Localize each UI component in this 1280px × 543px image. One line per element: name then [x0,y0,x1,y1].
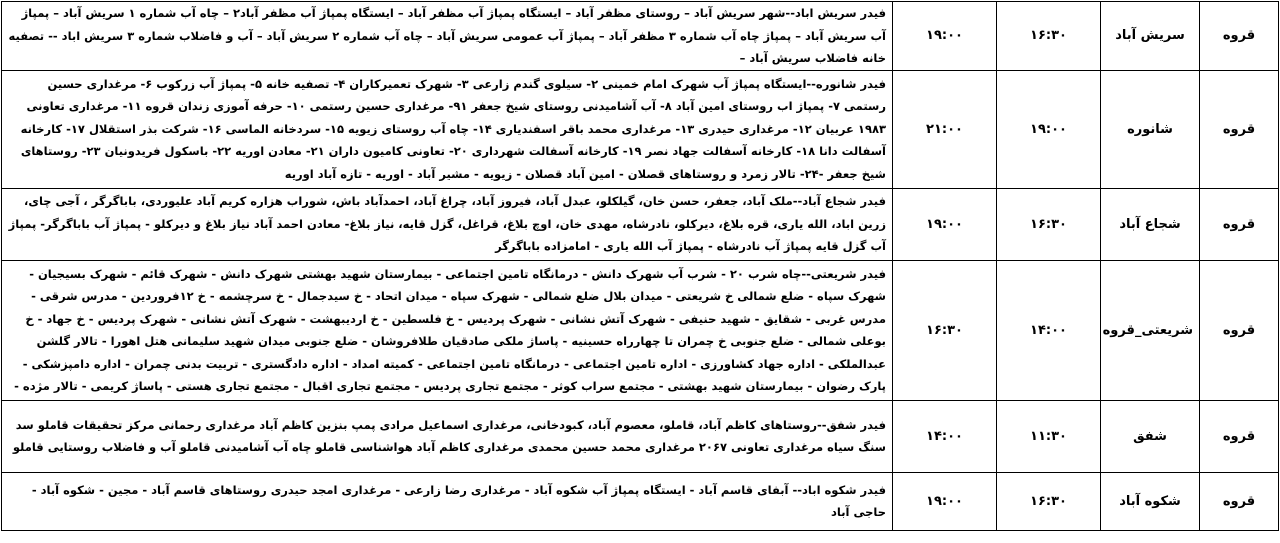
feeder-cell: شفق [1101,400,1200,472]
start-time-cell: ۱۴:۰۰ [997,260,1101,400]
city-cell: قروه [1200,70,1279,188]
areas-cell: فیدر شریعتی--چاه شرب ۲۰ - شرب آب شهرک دانش - درمانگاه تامین اجتماعی - بیمارستان شهید بهشتی شهرک دانش - شهرک قائم - شهرک بسیجیان - شهرک سپاه - ضلع شمالی خ شریعتی - میدان بلال ضلع شمالی - شهرک سپاه - میدان اتحاد - خ سیدجمال - خ سرچشمه - خ ۱۲فروردین - مدرس شرقی - مدرس غربی - شقایق - شهید حنیفی - شهرک آتش نشانی - شهرک پردیس - خ فلسطین - خ اردیبهشت - شهرک آتش نشانی - شهرک پردیس - خ جهاد - خ بوعلی شمالی - ضلع جنوبی خ چمران تا چهارراه حسینیه - پاساژ ملکی صادقیان طلافروشان - ضلع جنوبی میدان شهید سلیمانی هتل اهورا - تالار گلشن عبدالملکی - اداره جهاد کشاورزی - اداره تامین اجتماعی - درمانگاه تامین اجتماعی - کمیته امداد - اداره دادگستری - تربیت بدنی چمران - اداره دامپزشکی - پارک رضوان - بیمارستان شهید بهشتی - مجتمع سراب کوثر - مجتمع تجاری پردیس - مجتمع تجاری اقبال - مجتمع تجاری هستی - پاساژ کریمی - تالار مژده - [2,260,893,400]
areas-cell: فیدر شکوه اباد-- آبفای قاسم آباد - ایستگاه پمپاژ آب شکوه آباد - مرغداری رضا زارعی - مرغداری امجد حیدری روستاهای قاسم آباد - مجین - شکوه آباد - حاجی آباد [2,472,893,530]
table-row [2,70,1279,188]
end-time-cell: ۱۹:۰۰ [893,2,997,71]
city-cell: قروه [1200,472,1279,530]
end-time-cell: ۱۹:۰۰ [893,472,997,530]
city-cell: قروه [1200,400,1279,472]
start-time-cell: ۱۱:۳۰ [997,400,1101,472]
city-cell: قروه [1200,260,1279,400]
table-row [2,188,1279,260]
start-time-cell: ۱۹:۰۰ [997,70,1101,188]
table-row [2,400,1279,472]
start-time-cell: ۱۶:۳۰ [997,472,1101,530]
areas-cell: فیدر سریش اباد--شهر سریش آباد – روستای مظفر آباد – ایستگاه پمپاژ آب مظفر آباد – ایستگاه پمپاژ آب مظفر آباد۲ – چاه آب شماره ۱ سریش آباد – پمپاژ آب سریش آباد – پمپاژ چاه آب شماره ۳ مظفر آباد – پمپاژ آب عمومی سریش آباد – چاه آب شماره ۲ سریش آباد – آب و فاضلاب شماره ۳ سریش اباد -- تصفیه خانه فاضلاب سریش آباد – [2,2,893,71]
feeder-cell: سریش آباد [1101,2,1200,71]
city-cell: قروه [1200,2,1279,71]
table-row [2,260,1279,400]
end-time-cell: ۱۶:۳۰ [893,260,997,400]
areas-cell: فیدر شجاع آباد--ملک آباد، جعفر، حسن خان، گیلکلو، عبدل آباد، فیروز آباد، چراغ آباد، احمدآباد باش، شوراب هزاره کریم آباد علیوردی، باباگرگر ، آجی چای، زرین اباد، الله یاری، قره بلاغ، دیرکلو، نادرشاه، مهدی خان، اوچ بلاغ، قراغل، گزل قایه، نیاز بلاغ- معادن احمد آباد نیاز بلاغ و دیرکلو - پمپاژ آب باباگرگر- پمپاژ آب گزل قایه پمپاژ آب نادرشاه - پمپاژ آب الله یاری - امامزاده باباگرگر [2,188,893,260]
end-time-cell: ۱۹:۰۰ [893,188,997,260]
start-time-cell: ۱۶:۳۰ [997,2,1101,71]
areas-cell: فیدر شانوره--ایستگاه پمپاژ آب شهرک امام خمینی ۲- سیلوی گندم زارعی ۳- شهرک تعمیرکاران ۴- تصفیه خانه ۵- پمپاژ آب زرکوب ۶- مرغداری حسین رستمی ۷- پمپاژ اب روستای امین آباد ۸- آب آشامیدنی روستای شیخ جعفر ۹۱- مرغداری حسین رستمی ۱۰- حرفه آموزی زندان قروه ۱۱- مرغداری تعاونی ۱۹۸۳ عربیان ۱۲- مرغداری حیدری ۱۳- مرغداری محمد باقر اسفندیاری ۱۴- چاه آب روستای زیویه ۱۵- سردخانه الماسی ۱۶- شرکت بذر استقلال ۱۷- کارخانه آسفالت دانا ۱۸- کارخانه آسفالت جهاد نصر ۱۹- کارخانه آسفالت شهرداری ۲۰- تعاونی کامیون داران ۲۱- معادن اوریه ۲۲- باسکول فریدونیان ۲۳- روستاهای شیخ جعفر -۲۴- تالار زمرد و روستاهای قصلان - امین آباد قصلان - زیویه - مشیر آباد - اوریه - تازه آباد اوریه [2,70,893,188]
feeder-cell: شجاع آباد [1101,188,1200,260]
areas-cell: فیدر شفق--روستاهای کاظم آباد، قاملو، معصوم آباد، کبودخانی، مرغداری اسماعیل مرادی پمپ بنزین کاظم آباد مرغداری رحمانی مرکز تحقیقات قاملو سد سنگ سیاه مرغداری تعاونی ۲۰۶۷ مرغداری محمد حسین محمدی مرغداری کاظم آباد هواشناسی قاملو چاه آب آشامیدنی قاملو آب و فاضلاب روستایی قاملو [2,400,893,472]
outage-schedule-table [1,1,1279,531]
feeder-cell: شانوره [1101,70,1200,188]
end-time-cell: ۱۴:۰۰ [893,400,997,472]
city-cell: قروه [1200,188,1279,260]
end-time-cell: ۲۱:۰۰ [893,70,997,188]
feeder-cell: شکوه آباد [1101,472,1200,530]
table-row [2,472,1279,530]
feeder-cell: شریعتی_قروه [1101,260,1200,400]
table-row [2,2,1279,71]
start-time-cell: ۱۶:۳۰ [997,188,1101,260]
